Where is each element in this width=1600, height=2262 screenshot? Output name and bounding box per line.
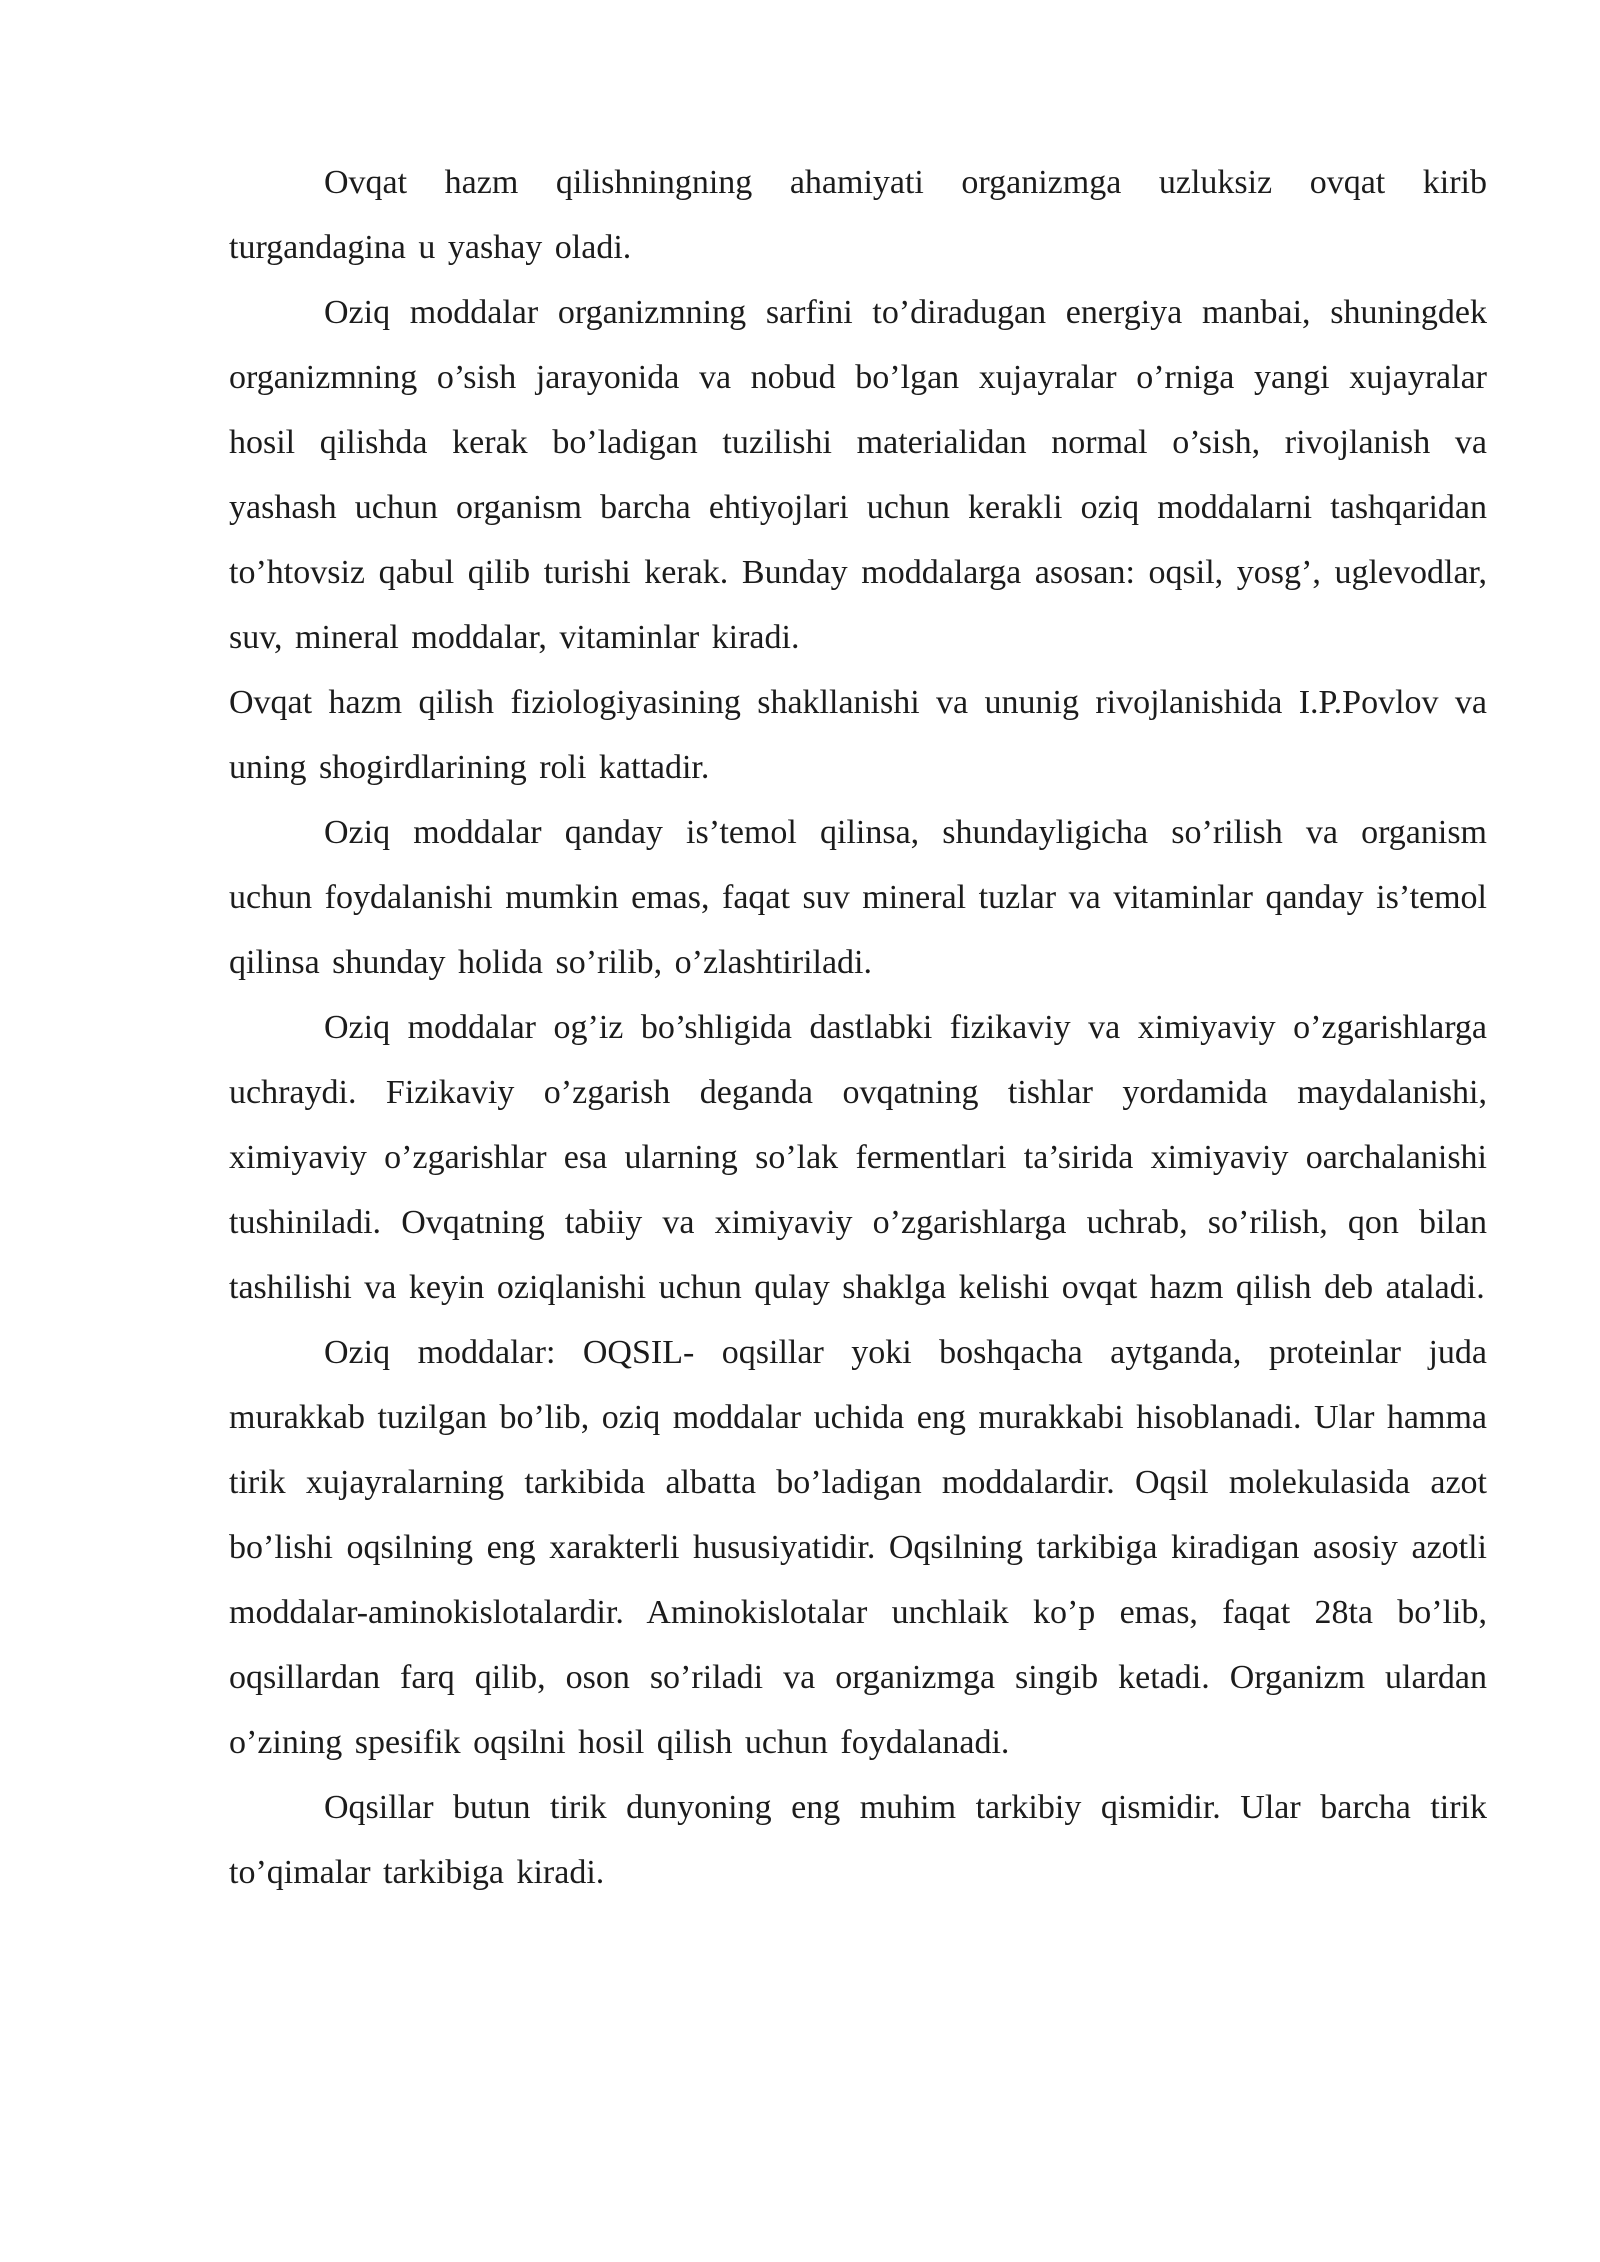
paragraph-7: Oqsillar butun tirik dunyoning eng muhim tarkibiy qismidir. Ular barcha tirik to’qimalar tarkibiga kiradi. [229,1789,1487,1891]
paragraph-1: Ovqat hazm qilishningning ahamiyati organizmga uzluksiz ovqat kirib turgandagina u yashay oladi. [229,164,1487,266]
paragraph-2: Oziq moddalar organizmning sarfini to’diradugan energiya manbai, shuningdek organizmning o’sish jarayonida va nobud bo’lgan xujayralar o’rniga yangi xujayralar hosil qilishda kerak bo’ladigan tuzilishi materialidan normal o’sish, rivojlanish va yashash uchun organism barcha ehtiyojlari uchun kerakli oziq moddalarni tashqaridan to’htovsiz qabul qilib turishi kerak. Bunday moddalarga asosan: oqsil, yosg’, uglevodlar, suv, mineral moddalar, vitaminlar kiradi. [229,294,1487,656]
paragraph-5: Oziq moddalar og’iz bo’shligida dastlabki fizikaviy va ximiyaviy o’zgarishlarga uchraydi. Fizikaviy o’zgarish deganda ovqatning tishlar yordamida maydalanishi, ximiyaviy o’zgarishlar esa ularning so’lak fermentlari ta’sirida ximiyaviy oarchalanishi tushiniladi. Ovqatning tabiiy va ximiyaviy o’zgarishlarga uchrab, so’rilish, qon bilan tashilishi va keyin oziqlanishi uchun qulay shaklga kelishi ovqat hazm qilish deb ataladi. [229,1009,1487,1306]
paragraph-6: Oziq moddalar: OQSIL- oqsillar yoki boshqacha aytganda, proteinlar juda murakkab tuzilgan bo’lib, oziq moddalar uchida eng murakkabi hisoblanadi. Ular hamma tirik xujayralarning tarkibida albatta bo’ladigan moddalardir. Oqsil molekulasida azot bo’lishi oqsilning eng xarakterli hususiyatidir. Oqsilning tarkibiga kiradigan asosiy azotli moddalar-aminokislotalardir. Aminokislotalar unchlaik ko’p emas, faqat 28ta bo’lib, oqsillardan farq qilib, oson so’riladi va organizmga singib ketadi. Organizm ulardan o’zining spesifik oqsilni hosil qilish uchun foydalanadi. [229,1334,1487,1761]
body-text [229,150,1487,1905]
paragraph-3: Ovqat hazm qilish fiziologiyasining shakllanishi va ununig rivojlanishida I.P.Povlov va uning shogirdlarining roli kattadir. [229,684,1487,786]
paragraph-4: Oziq moddalar qanday is’temol qilinsa, shundayligicha so’rilish va organism uchun foydalanishi mumkin emas, faqat suv mineral tuzlar va vitaminlar qanday is’temol qilinsa shunday holida so’rilib, o’zlashtiriladi. [229,814,1487,981]
